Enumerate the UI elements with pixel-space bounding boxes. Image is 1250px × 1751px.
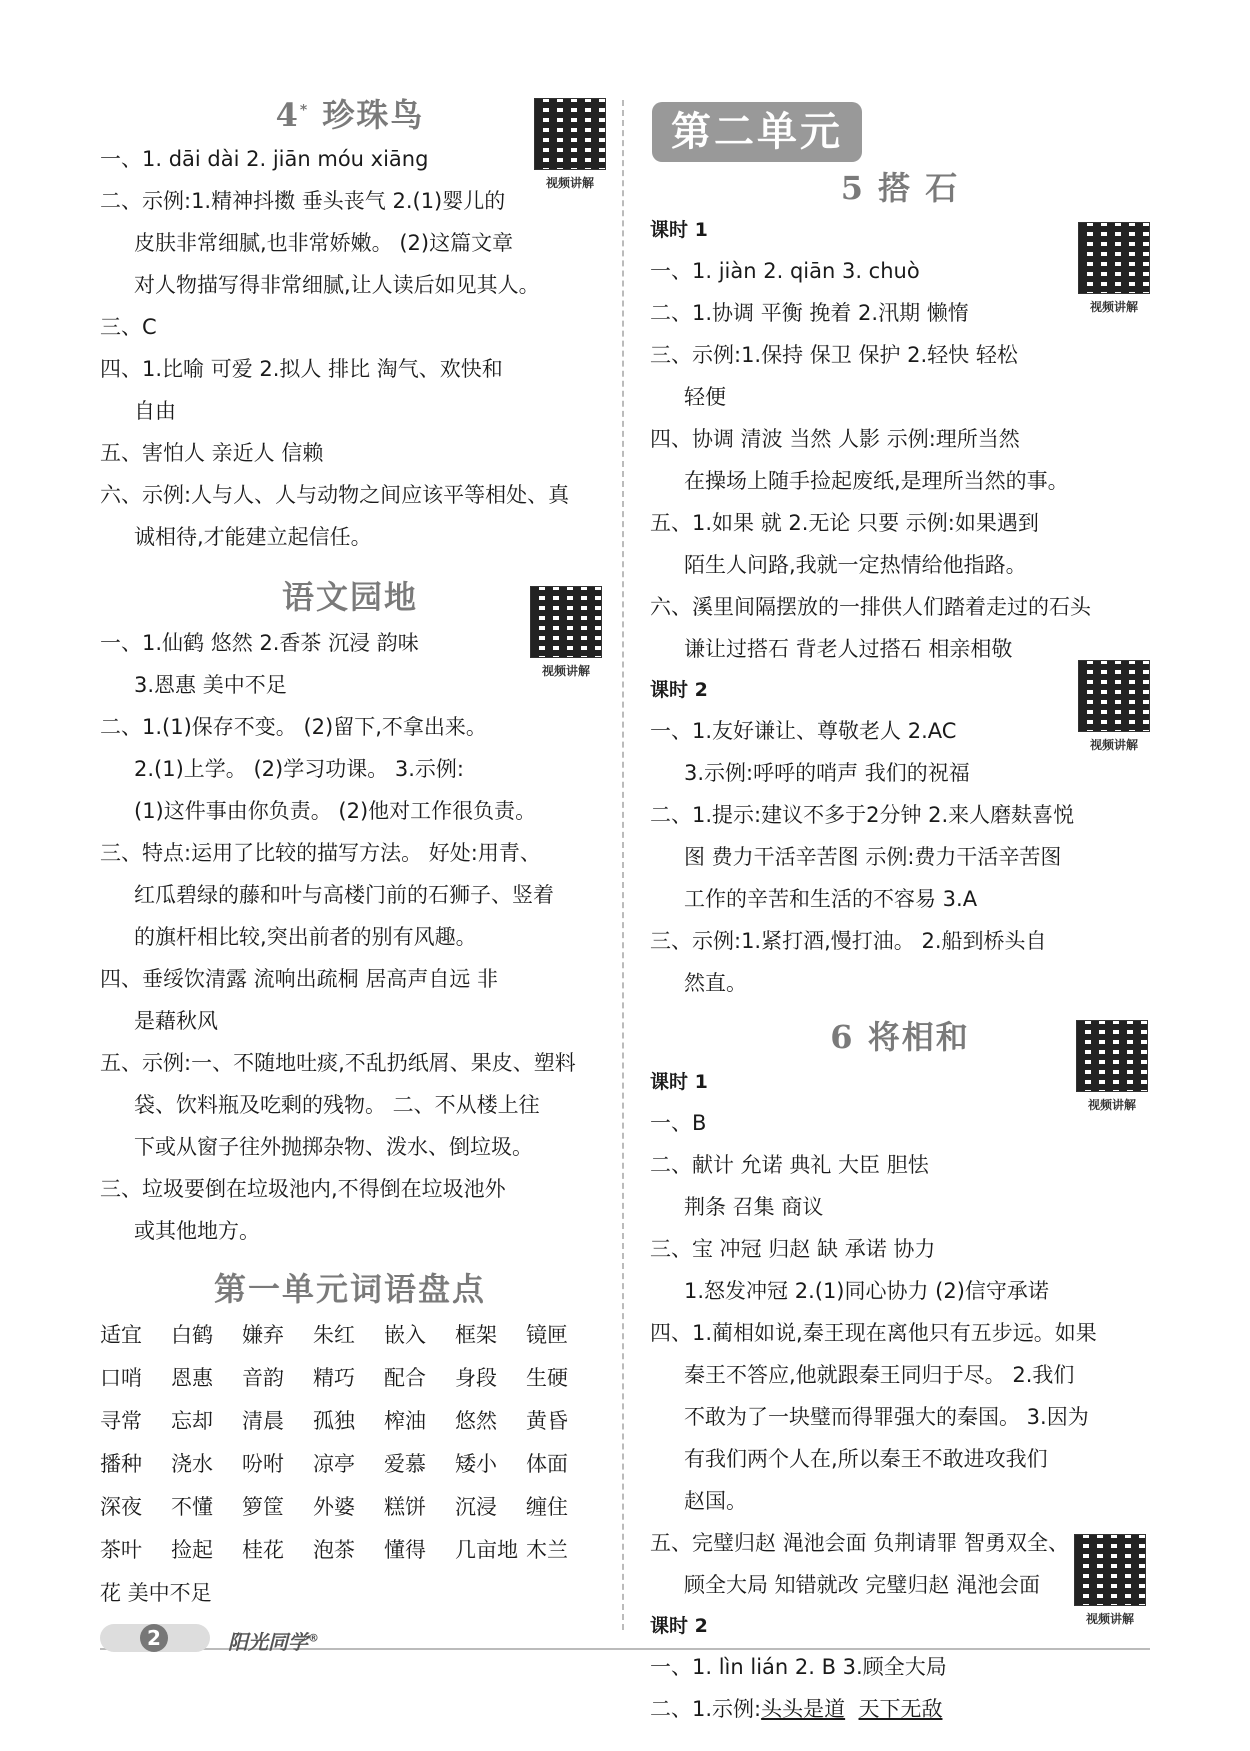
- answer-line: 二、1.提示:建议不多于2分钟 2.来人磨麸喜悦: [650, 803, 1075, 827]
- answer-line: 有我们两个人在,所以秦王不敢进攻我们: [684, 1447, 1048, 1471]
- lesson-label: 课时 1: [650, 1071, 708, 1093]
- word-item: 精巧: [313, 1366, 355, 1390]
- word-item: 缠住: [526, 1495, 568, 1519]
- answer-line: 诚相待,才能建立起信任。: [134, 525, 372, 549]
- section-4-title: 珍珠鸟: [322, 96, 425, 134]
- answer-line: 轻便: [684, 385, 726, 409]
- word-item: 浇水: [171, 1452, 213, 1476]
- word-list-heading: 第一单元词语盘点: [213, 1270, 486, 1308]
- word-item: 体面: [526, 1452, 568, 1476]
- answer-line: 三、示例:1.保持 保卫 保护 2.轻快 轻松: [650, 343, 1018, 367]
- word-item: 忘却: [171, 1409, 213, 1433]
- answer-line: 四、协调 清波 当然 人影 示例:理所当然: [650, 427, 1020, 451]
- answer-line: 在操场上随手捡起废纸,是理所当然的事。: [684, 469, 1069, 493]
- word-item: 茶叶: [100, 1538, 142, 1562]
- answer-line: 皮肤非常细腻,也非常娇嫩。 (2)这篇文章: [134, 231, 514, 255]
- answer-line: 是藉秋风: [134, 1009, 218, 1033]
- word-item: 矮小: [455, 1452, 497, 1476]
- answer-line: 秦王不答应,他就跟秦王同归于尽。 2.我们: [684, 1363, 1075, 1387]
- qr-code-5[interactable]: 视频讲解: [1076, 1020, 1148, 1113]
- qr-code-6[interactable]: 视频讲解: [1074, 1534, 1146, 1627]
- answer-line: 袋、饮料瓶及吃剩的残物。 二、不从楼上往: [134, 1093, 540, 1117]
- word-item: 不懂: [171, 1495, 213, 1519]
- qr-icon: [1078, 660, 1150, 732]
- word-item: 镜匣: [526, 1323, 568, 1347]
- word-item: 孤独: [313, 1409, 355, 1433]
- answer-line: 3.示例:呼呼的哨声 我们的祝福: [684, 761, 970, 785]
- word-item: 播种: [100, 1452, 142, 1476]
- page-number: 2: [140, 1624, 168, 1652]
- answer-line: 三、示例:1.紧打酒,慢打油。 2.船到桥头自: [650, 929, 1047, 953]
- answer-line: (1)这件事由你负责。 (2)他对工作很负责。: [134, 799, 537, 823]
- answer-line: 三、宝 冲冠 归赵 缺 承诺 协力: [650, 1237, 936, 1261]
- column-divider: [622, 100, 624, 1630]
- brand-logo: 阳光同学®: [228, 1630, 319, 1654]
- word-item: 嵌入: [384, 1323, 426, 1347]
- answer-line: 谦让过搭石 背老人过搭石 相亲相敬: [684, 637, 1013, 661]
- word-item: 凉亭: [313, 1452, 355, 1476]
- qr-code-3[interactable]: 视频讲解: [1078, 222, 1150, 315]
- answer-line: 下或从窗子往外抛掷杂物、泼水、倒垃圾。: [134, 1135, 533, 1159]
- answer-line: 三、C: [100, 315, 157, 339]
- section-6-lesson-1-answers: [650, 1102, 1150, 1606]
- garden-heading: 语文园地: [281, 578, 418, 616]
- answer-line: 图 费力干活辛苦图 示例:费力干活辛苦图: [684, 845, 1062, 869]
- word-item: 生硬: [526, 1366, 568, 1390]
- qr-icon: [530, 586, 602, 658]
- answer-line: 五、害怕人 亲近人 信赖: [100, 441, 324, 465]
- word-item: 捡起: [171, 1538, 213, 1562]
- section-5-heading: 5 搭 石: [840, 169, 960, 207]
- word-item: 黄昏: [526, 1409, 568, 1433]
- word-item: 箩筐: [242, 1495, 284, 1519]
- qr-code-1[interactable]: 视频讲解: [534, 98, 606, 191]
- qr-code-2[interactable]: 视频讲解: [530, 586, 602, 679]
- word-item: 吩咐: [242, 1452, 284, 1476]
- answer-line: 不敢为了一块璧而得罪强大的秦国。 3.因为: [684, 1405, 1089, 1429]
- answer-line: 一、1.友好谦让、尊敬老人 2.AC: [650, 719, 957, 743]
- word-item: 深夜: [100, 1495, 142, 1519]
- answer-line: 一、1. lìn lián 2. B 3.顾全大局: [650, 1655, 947, 1679]
- word-item: 恩惠: [171, 1366, 213, 1390]
- word-item: 寻常: [100, 1409, 142, 1433]
- answer-line: 红瓜碧绿的藤和叶与高楼门前的石狮子、竖着: [134, 883, 554, 907]
- answer-line: 二、1.示例:头头是道 天下无敌: [650, 1697, 943, 1721]
- word-item: 适宜: [100, 1323, 142, 1347]
- word-item: 几亩地: [455, 1538, 518, 1562]
- unit-banner: 第二单元: [652, 102, 862, 162]
- answer-line: 六、示例:人与人、人与动物之间应该平等相处、真: [100, 483, 570, 507]
- answer-line: 2.(1)上学。 (2)学习功课。 3.示例:: [134, 757, 464, 781]
- word-item: 爱慕: [384, 1452, 426, 1476]
- lesson-label: 课时 2: [650, 679, 708, 701]
- word-item: 口哨: [100, 1366, 142, 1390]
- answer-line: 的旗杆相比较,突出前者的别有风趣。: [134, 925, 477, 949]
- qr-code-4[interactable]: 视频讲解: [1078, 660, 1150, 753]
- qr-icon: [1074, 1534, 1146, 1606]
- word-item: 悠然: [455, 1409, 497, 1433]
- section-5-lesson-1-answers: [650, 250, 1150, 670]
- garden-answers: [100, 622, 600, 1252]
- answer-line: 1.怒发冲冠 2.(1)同心协力 (2)信守承诺: [684, 1279, 1049, 1303]
- section-4-answers: [100, 138, 600, 558]
- answer-line: 陌生人问路,我就一定热情给他指路。: [684, 553, 1027, 577]
- section-6-heading: 6 将相和: [830, 1018, 970, 1056]
- right-column: [650, 166, 1150, 1730]
- word-list-last-line: 花 美中不足: [100, 1581, 212, 1605]
- word-item: 懂得: [384, 1538, 426, 1562]
- answer-line: 一、1. dāi dài 2. jiān móu xiāng: [100, 147, 429, 171]
- word-item: 白鹤: [171, 1323, 213, 1347]
- answer-line: 三、特点:运用了比较的描写方法。 好处:用青、: [100, 841, 541, 865]
- answer-line: 自由: [134, 399, 176, 423]
- word-item: 清晨: [242, 1409, 284, 1433]
- word-item: 配合: [384, 1366, 426, 1390]
- word-item: 框架: [455, 1323, 497, 1347]
- answer-line: 工作的辛苦和生活的不容易 3.A: [684, 887, 978, 911]
- answer-line: 二、示例:1.精神抖擞 垂头丧气 2.(1)婴儿的: [100, 189, 506, 213]
- qr-icon: [1078, 222, 1150, 294]
- answer-line: 对人物描写得非常细腻,让人读后如见其人。: [134, 273, 540, 297]
- left-column: [100, 84, 600, 1614]
- word-item: 身段: [455, 1366, 497, 1390]
- lesson-label: 课时 1: [650, 219, 708, 241]
- section-5-title: 搭 石: [878, 169, 960, 207]
- answer-line: 三、垃圾要倒在垃圾池内,不得倒在垃圾池外: [100, 1177, 506, 1201]
- answer-line: 一、1.仙鹤 悠然 2.香茶 沉浸 韵味: [100, 631, 419, 655]
- qr-icon: [1076, 1020, 1148, 1092]
- answer-line: 一、1. jiàn 2. qiān 3. chuò: [650, 259, 920, 283]
- word-item: 桂花: [242, 1538, 284, 1562]
- answer-line: 赵国。: [684, 1489, 747, 1513]
- word-item: 嫌弃: [242, 1323, 284, 1347]
- answer-line: 五、完璧归赵 渑池会面 负荆请罪 智勇双全、: [650, 1531, 1070, 1555]
- word-item: 朱红: [313, 1323, 355, 1347]
- answer-line: 五、1.如果 就 2.无论 只要 示例:如果遇到: [650, 511, 1039, 535]
- word-item: 榨油: [384, 1409, 426, 1433]
- section-6-title: 将相和: [867, 1018, 970, 1056]
- answer-line: 五、示例:一、不随地吐痰,不乱扔纸屑、果皮、塑料: [100, 1051, 576, 1075]
- answer-line: 一、B: [650, 1111, 707, 1135]
- section-4-heading: 4* 珍珠鸟: [275, 96, 425, 134]
- word-item: 木兰: [526, 1538, 568, 1562]
- answer-line: 或其他地方。: [134, 1219, 260, 1243]
- section-5-lesson-2-answers: [650, 710, 1150, 1004]
- answer-line: 四、垂绥饮清露 流响出疏桐 居高声自远 非: [100, 967, 499, 991]
- answer-line: 二、1.(1)保存不变。 (2)留下,不拿出来。: [100, 715, 487, 739]
- word-list: [100, 1314, 600, 1572]
- answer-line: 荆条 召集 商议: [684, 1195, 824, 1219]
- answer-line: 3.恩惠 美中不足: [134, 673, 287, 697]
- answer-line: 二、献计 允诺 典礼 大臣 胆怯: [650, 1153, 929, 1177]
- word-item: 泡茶: [313, 1538, 355, 1562]
- qr-icon: [534, 98, 606, 170]
- word-item: 音韵: [242, 1366, 284, 1390]
- lesson-label: 课时 2: [650, 1615, 708, 1637]
- word-item: 外婆: [313, 1495, 355, 1519]
- word-item: 糕饼: [384, 1495, 426, 1519]
- answer-line: 然直。: [684, 971, 747, 995]
- answer-line: 四、1.比喻 可爱 2.拟人 排比 淘气、欢快和: [100, 357, 503, 381]
- answer-line: 六、溪里间隔摆放的一排供人们踏着走过的石头: [650, 595, 1091, 619]
- answer-line: 顾全大局 知错就改 完璧归赵 渑池会面: [684, 1573, 1041, 1597]
- answer-line: 四、1.蔺相如说,秦王现在离他只有五步远。如果: [650, 1321, 1097, 1345]
- answer-line: 二、1.协调 平衡 挽着 2.汛期 懒惰: [650, 301, 969, 325]
- word-item: 沉浸: [455, 1495, 497, 1519]
